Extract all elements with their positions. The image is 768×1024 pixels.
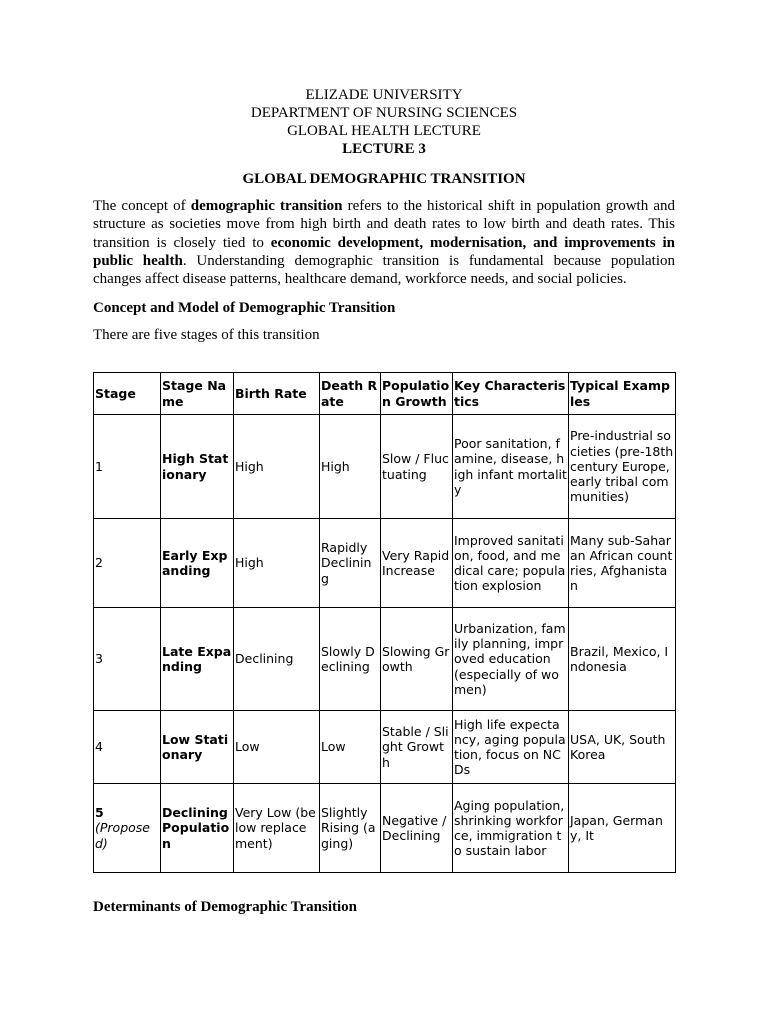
cell-typical-examples: Japan, Germany, It bbox=[569, 784, 676, 873]
stages-table bbox=[93, 372, 676, 873]
department-name: DEPARTMENT OF NURSING SCIENCES bbox=[250, 105, 518, 121]
cell-population-growth: Stable / Slight Growth bbox=[381, 711, 453, 784]
header-death-rate: Death Rate bbox=[320, 373, 381, 415]
cell-birth-rate: Very Low (below replacement) bbox=[234, 784, 320, 873]
cell-typical-examples: USA, UK, South Korea bbox=[569, 711, 676, 784]
header-stage: Stage bbox=[94, 373, 161, 415]
cell-birth-rate: High bbox=[234, 415, 320, 519]
cell-key-characteristics: Poor sanitation, famine, disease, high infant mortality bbox=[453, 415, 569, 519]
cell-stage: 4 bbox=[94, 711, 161, 784]
cell-death-rate: High bbox=[320, 415, 381, 519]
cell-stage: 1 bbox=[94, 415, 161, 519]
cell-birth-rate: Declining bbox=[234, 608, 320, 711]
cell-death-rate: Slightly Rising (aging) bbox=[320, 784, 381, 873]
page-title: GLOBAL DEMOGRAPHIC TRANSITION bbox=[242, 171, 526, 187]
intro-bold-1: demographic transition bbox=[190, 198, 343, 214]
document-page bbox=[93, 86, 675, 344]
cell-key-characteristics: Urbanization, family planning, improved education (especially of women) bbox=[453, 608, 569, 711]
cell-stage-name: Declining Population bbox=[161, 784, 234, 873]
cell-population-growth: Negative / Declining bbox=[381, 784, 453, 873]
table-row bbox=[94, 711, 676, 784]
cell-stage: 3 bbox=[94, 608, 161, 711]
cell-stage-note: (Proposed) bbox=[95, 820, 150, 851]
table-row bbox=[94, 415, 676, 519]
cell-typical-examples: Many sub-Saharan African countries, Afghanistan bbox=[569, 519, 676, 608]
table-header-row bbox=[94, 373, 676, 415]
cell-stage: 2 bbox=[94, 519, 161, 608]
cell-stage-name: Late Expanding bbox=[161, 608, 234, 711]
section-heading-concept: Concept and Model of Demographic Transition bbox=[93, 300, 396, 317]
header-key-characteristics: Key Characteristics bbox=[453, 373, 569, 415]
intro-bold-2: economic development, modernisation, and improvements in public health bbox=[93, 234, 675, 269]
header-birth-rate: Birth Rate bbox=[234, 373, 320, 415]
cell-typical-examples: Pre-industrial societies (pre-18th century Europe, early tribal communities) bbox=[569, 415, 676, 519]
stages-intro: There are five stages of this transition bbox=[93, 327, 320, 344]
intro-text-1: The concept of bbox=[93, 198, 191, 214]
cell-stage bbox=[94, 784, 161, 873]
table-row bbox=[94, 608, 676, 711]
cell-key-characteristics: High life expectancy, aging population, focus on NCDs bbox=[453, 711, 569, 784]
table-row bbox=[94, 519, 676, 608]
header-typical-examples: Typical Examples bbox=[569, 373, 676, 415]
document-header bbox=[93, 86, 675, 158]
cell-birth-rate: Low bbox=[234, 711, 320, 784]
course-name: GLOBAL HEALTH LECTURE bbox=[287, 123, 481, 139]
intro-text-2: refers to the historical shift in population growth and structure as societies move from high birth and death rates to low birth and death rates. This transition is closely tied to bbox=[93, 198, 675, 251]
cell-stage-name: High Stationary bbox=[161, 415, 234, 519]
cell-population-growth: Slow / Fluctuating bbox=[381, 415, 453, 519]
section-heading-determinants: Determinants of Demographic Transition bbox=[93, 899, 358, 915]
cell-death-rate: Slowly Declining bbox=[320, 608, 381, 711]
university-name: ELIZADE UNIVERSITY bbox=[305, 87, 463, 103]
lecture-number: LECTURE 3 bbox=[342, 141, 426, 157]
cell-stage-name: Early Expanding bbox=[161, 519, 234, 608]
cell-key-characteristics: Improved sanitation, food, and medical care; population explosion bbox=[453, 519, 569, 608]
intro-paragraph bbox=[93, 197, 675, 288]
cell-stage-name: Low Stationary bbox=[161, 711, 234, 784]
header-population-growth: Population Growth bbox=[381, 373, 453, 415]
cell-death-rate: Low bbox=[320, 711, 381, 784]
cell-key-characteristics: Aging population, shrinking workforce, immigration to sustain labor bbox=[453, 784, 569, 873]
cell-population-growth: Slowing Growth bbox=[381, 608, 453, 711]
cell-stage-number: 5 bbox=[95, 805, 104, 821]
intro-text-3: . Understanding demographic transition is fundamental because population changes affect disease patterns, healthcare demand, workforce needs, and social policies. bbox=[93, 252, 675, 288]
table-row bbox=[94, 784, 676, 873]
cell-population-growth: Very Rapid Increase bbox=[381, 519, 453, 608]
cell-typical-examples: Brazil, Mexico, Indonesia bbox=[569, 608, 676, 711]
cell-death-rate: Rapidly Declining bbox=[320, 519, 381, 608]
cell-birth-rate: High bbox=[234, 519, 320, 608]
header-stage-name: Stage Name bbox=[161, 373, 234, 415]
